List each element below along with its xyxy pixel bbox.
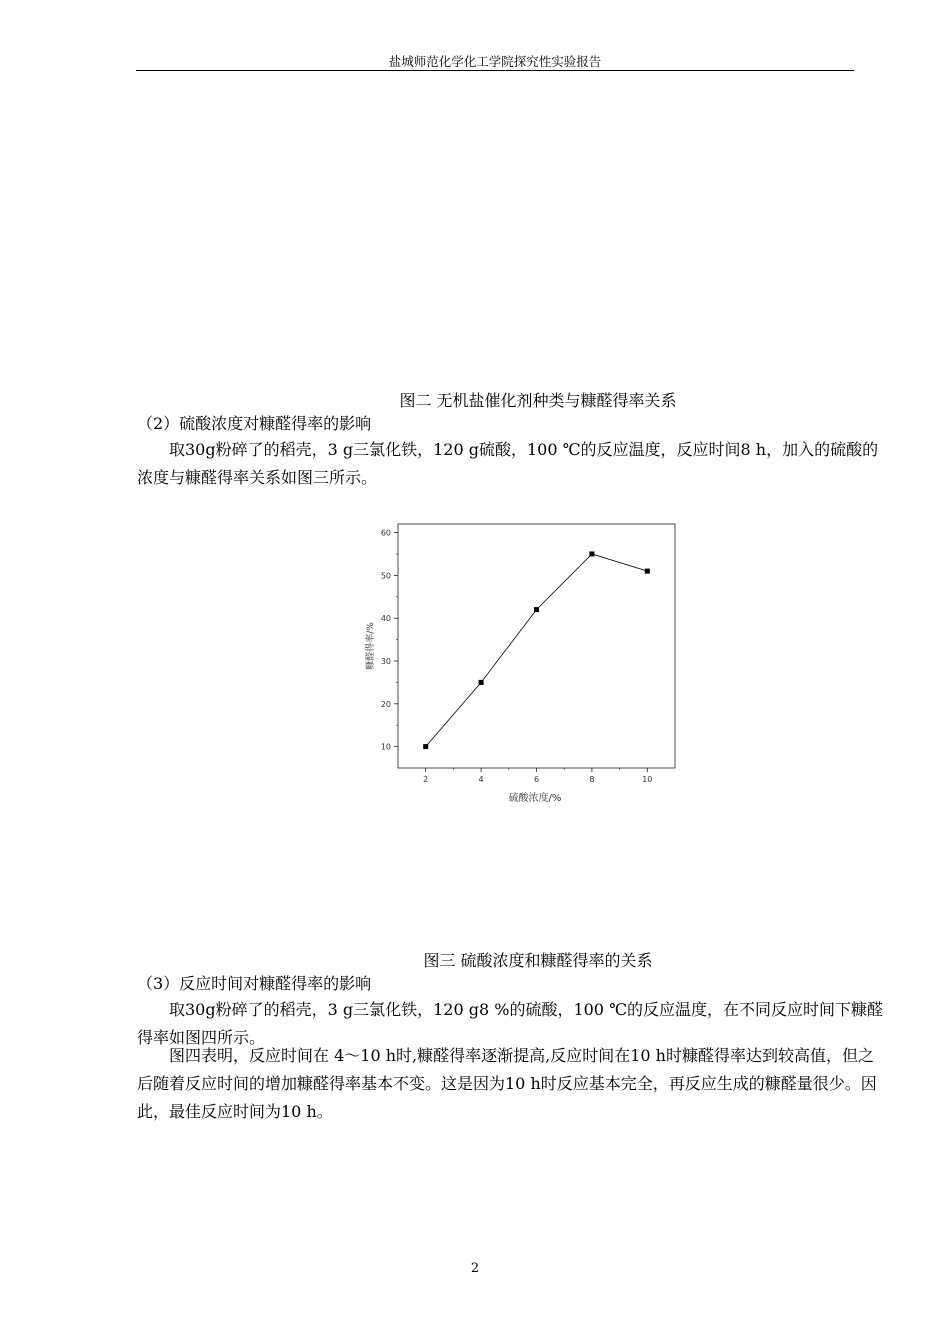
figure3-chart-svg xyxy=(360,512,690,810)
section2-paragraph: 取30g粉碎了的稻壳，3 g三氯化铁，120 g硫酸，100 ℃的反应温度，反应时间8 h，加入的硫酸的浓度与糠醛得率关系如图三所示。 xyxy=(137,440,879,487)
section3-paragraph2: 图四表明，反应时间在 4～10 h时,糠醛得率逐渐提高,反应时间在10 h时糠醛得率达到较高值，但之后随着反应时间的增加糠醛得率基本不变。这是因为10 h时反应基本完全，再反应生成的糠醛量很少。因此，最佳反应时间为10 h。 xyxy=(137,1046,877,1121)
figure3-chart xyxy=(360,512,690,810)
figure3-caption: 图三 硫酸浓度和糠醛得率的关系 xyxy=(423,951,653,970)
x-axis-label: 硫酸浓度/% xyxy=(508,793,562,804)
x-tick-label: 6 xyxy=(533,775,540,784)
data-point xyxy=(479,680,484,685)
data-point xyxy=(423,744,428,749)
plot-frame xyxy=(398,524,675,768)
x-tick-label: 4 xyxy=(478,775,484,784)
x-tick-label: 10 xyxy=(642,775,653,784)
data-point xyxy=(645,569,650,574)
section3-paragraph1: 取30g粉碎了的稻壳，3 g三氯化铁，120 g8 %的硫酸，100 ℃的反应温度，在不同反应时间下糠醛得率如图四所示。 xyxy=(137,1000,883,1047)
y-tick-label: 60 xyxy=(380,528,391,538)
y-tick-label: 40 xyxy=(380,614,391,624)
data-point xyxy=(534,607,539,612)
data-point xyxy=(589,551,594,556)
figure2-caption: 图二 无机盐催化剂种类与糠醛得率关系 xyxy=(399,391,677,410)
y-tick-label: 20 xyxy=(380,699,391,709)
x-tick-label: 2 xyxy=(423,775,429,784)
series-line xyxy=(426,554,648,747)
y-axis-label: 糠醛得率/% xyxy=(366,622,376,670)
y-tick-label: 50 xyxy=(380,571,391,581)
header-rule xyxy=(136,70,854,71)
y-tick-label: 10 xyxy=(380,742,391,752)
x-tick-label: 8 xyxy=(589,775,595,784)
section3-heading: （3）反应时间对糠醛得率的影响 xyxy=(137,974,372,993)
y-tick-label: 30 xyxy=(380,656,391,666)
page-number: 2 xyxy=(470,1261,480,1276)
page-header-title: 盐城师范化学化工学院探究性实验报告 xyxy=(388,54,602,69)
section2-heading: （2）硫酸浓度对糠醛得率的影响 xyxy=(137,414,372,433)
